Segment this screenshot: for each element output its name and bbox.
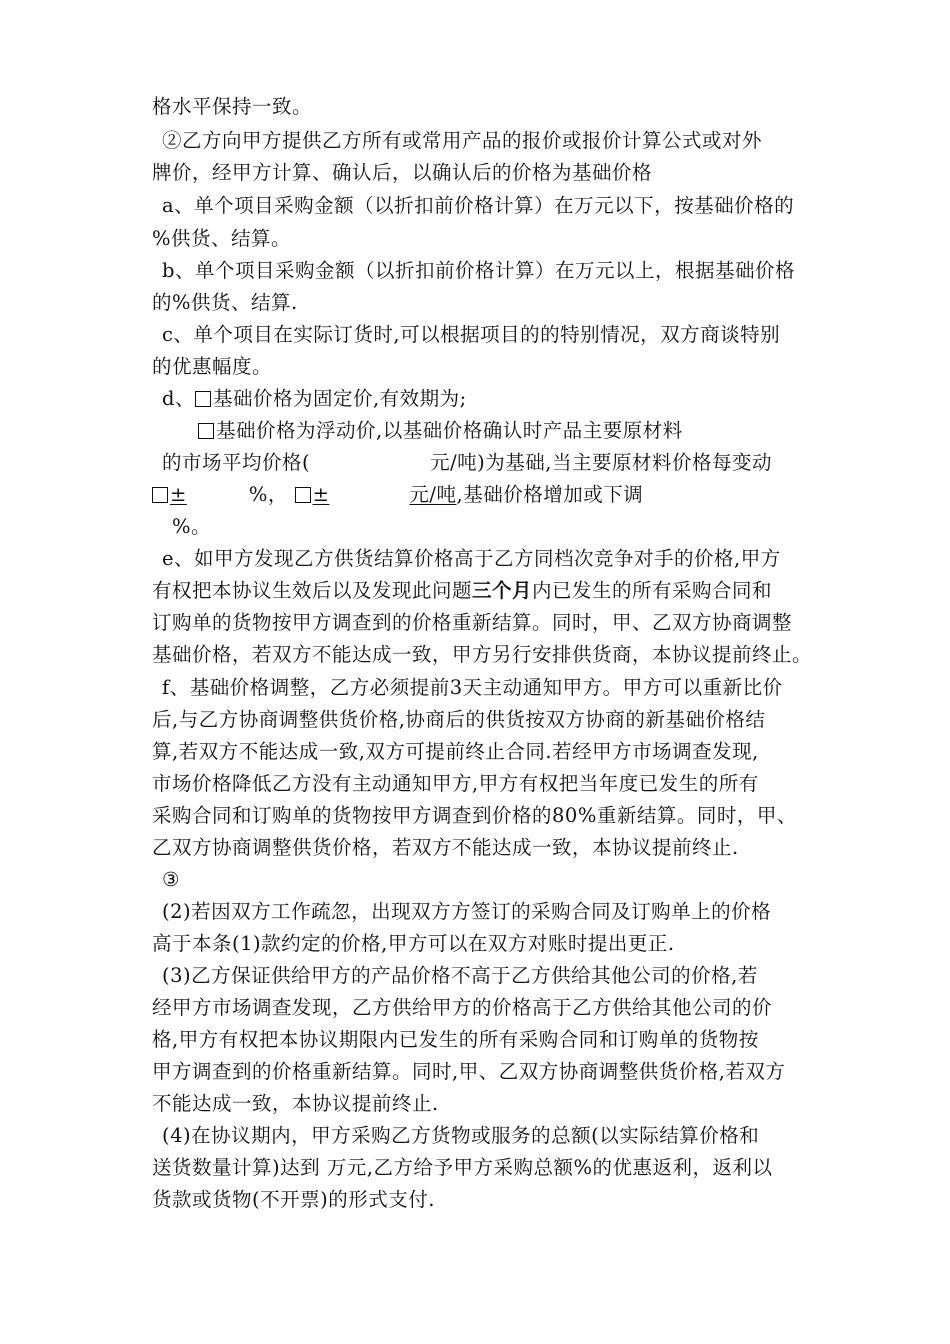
text-line: b、单个项目采购金额（以折扣前价格计算）在万元以上，根据基础价格 — [162, 259, 795, 282]
text-line: c、单个项目在实际订货时,可以根据项目的的特别情况，双方商谈特别 — [162, 323, 781, 346]
option-line-fixed-price — [162, 386, 467, 412]
text-line: 乙双方协商调整供货价格，若双方不能达成一致，本协议提前终止. — [152, 836, 739, 859]
percent-change-checkbox[interactable] — [152, 487, 168, 503]
option-prefix: d、 — [162, 387, 195, 410]
text-line — [152, 578, 772, 604]
text-line: e、如甲方发现乙方供货结算价格高于乙方同档次竞争对手的价格,甲方 — [162, 547, 781, 570]
text-line: 订购单的货物按甲方调查到的价格重新结算。同时，甲、乙双方协商调整 — [152, 611, 793, 634]
text-line: 不能达成一致，本协议提前终止. — [152, 1092, 439, 1115]
text-line: 格水平保持一致。 — [152, 95, 313, 118]
text-line: %。 — [172, 515, 212, 538]
text-segment: %， — [248, 483, 288, 506]
text-line: ②乙方向甲方提供乙方所有或常用产品的报价或报价计算公式或对外 — [162, 129, 763, 152]
text-line: 高于本条(1)款约定的价格,甲方可以在双方对账时提出更正. — [152, 932, 675, 955]
option-line-floating-price — [198, 418, 683, 444]
text-line: 的%供货、结算. — [152, 291, 298, 314]
text-line: 甲方调查到的价格重新结算。同时,甲、乙双方协商调整供货价格,若双方 — [152, 1060, 786, 1083]
text-line: (3)乙方保证供给甲方的产品价格不高于乙方供给其他公司的价格,若 — [162, 964, 758, 987]
text-line: 算,若双方不能达成一致,双方可提前终止合同.若经甲方市场调查发现, — [152, 740, 759, 763]
emphasis-text: 三个月 — [472, 579, 533, 602]
option-label: 基础价格为浮动价,以基础价格确认时产品主要原材料 — [216, 419, 683, 442]
text-line: 采购合同和订购单的货物按甲方调查到价格的80%重新结算。同时，甲、 — [152, 804, 797, 827]
text-line: f、基础价格调整，乙方必须提前3天主动通知甲方。甲方可以重新比价 — [162, 676, 783, 699]
text-line: (4)在协议期内，甲方采购乙方货物或服务的总额(以实际结算价格和 — [162, 1124, 760, 1147]
text-line: 基础价格，若双方不能达成一致，甲方另行安排供货商，本协议提前终止。 — [152, 643, 813, 666]
text-line: 送货数量计算)达到 万元,乙方给予甲方采购总额%的优惠返利，返利以 — [152, 1156, 773, 1179]
text-line: 格,甲方有权把本协议期限内已发生的所有采购合同和订购单的货物按 — [152, 1028, 759, 1051]
text-segment: ,基础价格增加或下调 — [456, 483, 644, 506]
text-line: 后,与乙方协商调整供货价格,协商后的供货按双方协商的新基础价格结 — [152, 708, 766, 731]
text-segment: 有权把本协议生效后以及发现此问题 — [152, 579, 473, 602]
text-segment: 的市场平均价格( — [162, 451, 311, 474]
floating-price-checkbox[interactable] — [198, 423, 214, 439]
underlined-field[interactable]: ± 元/吨 — [312, 483, 457, 506]
fixed-price-checkbox[interactable] — [195, 391, 211, 407]
text-segment: 内已发生的所有采购合同和 — [532, 579, 773, 602]
text-line — [152, 482, 643, 508]
text-line: 的优惠幅度。 — [152, 355, 273, 378]
text-line: 市场价格降低乙方没有主动通知甲方,甲方有权把当年度已发生的所有 — [152, 772, 759, 795]
text-line: a、单个项目采购金额（以折扣前价格计算）在万元以下，按基础价格的 — [162, 194, 795, 217]
text-line: %供货、结算。 — [152, 227, 292, 250]
text-line: 经甲方市场调查发现，乙方供给甲方的价格高于乙方供给其他公司的价 — [152, 996, 773, 1019]
text-line: (2)若因双方工作疏忽，出现双方方签订的采购合同及订购单上的价格 — [162, 900, 772, 923]
underlined-field[interactable]: ± — [170, 483, 187, 506]
amount-change-checkbox[interactable] — [295, 487, 311, 503]
text-line: 货款或货物(不开票)的形式支付. — [152, 1188, 435, 1211]
option-label: 基础价格为固定价,有效期为; — [212, 387, 467, 410]
text-segment: 元/吨)为基础,当主要原材料价格每变动 — [430, 451, 772, 474]
text-line — [162, 450, 772, 476]
text-line: 牌价，经甲方计算、确认后，以确认后的价格为基础价格 — [152, 161, 653, 184]
text-line: ③ — [162, 868, 180, 891]
